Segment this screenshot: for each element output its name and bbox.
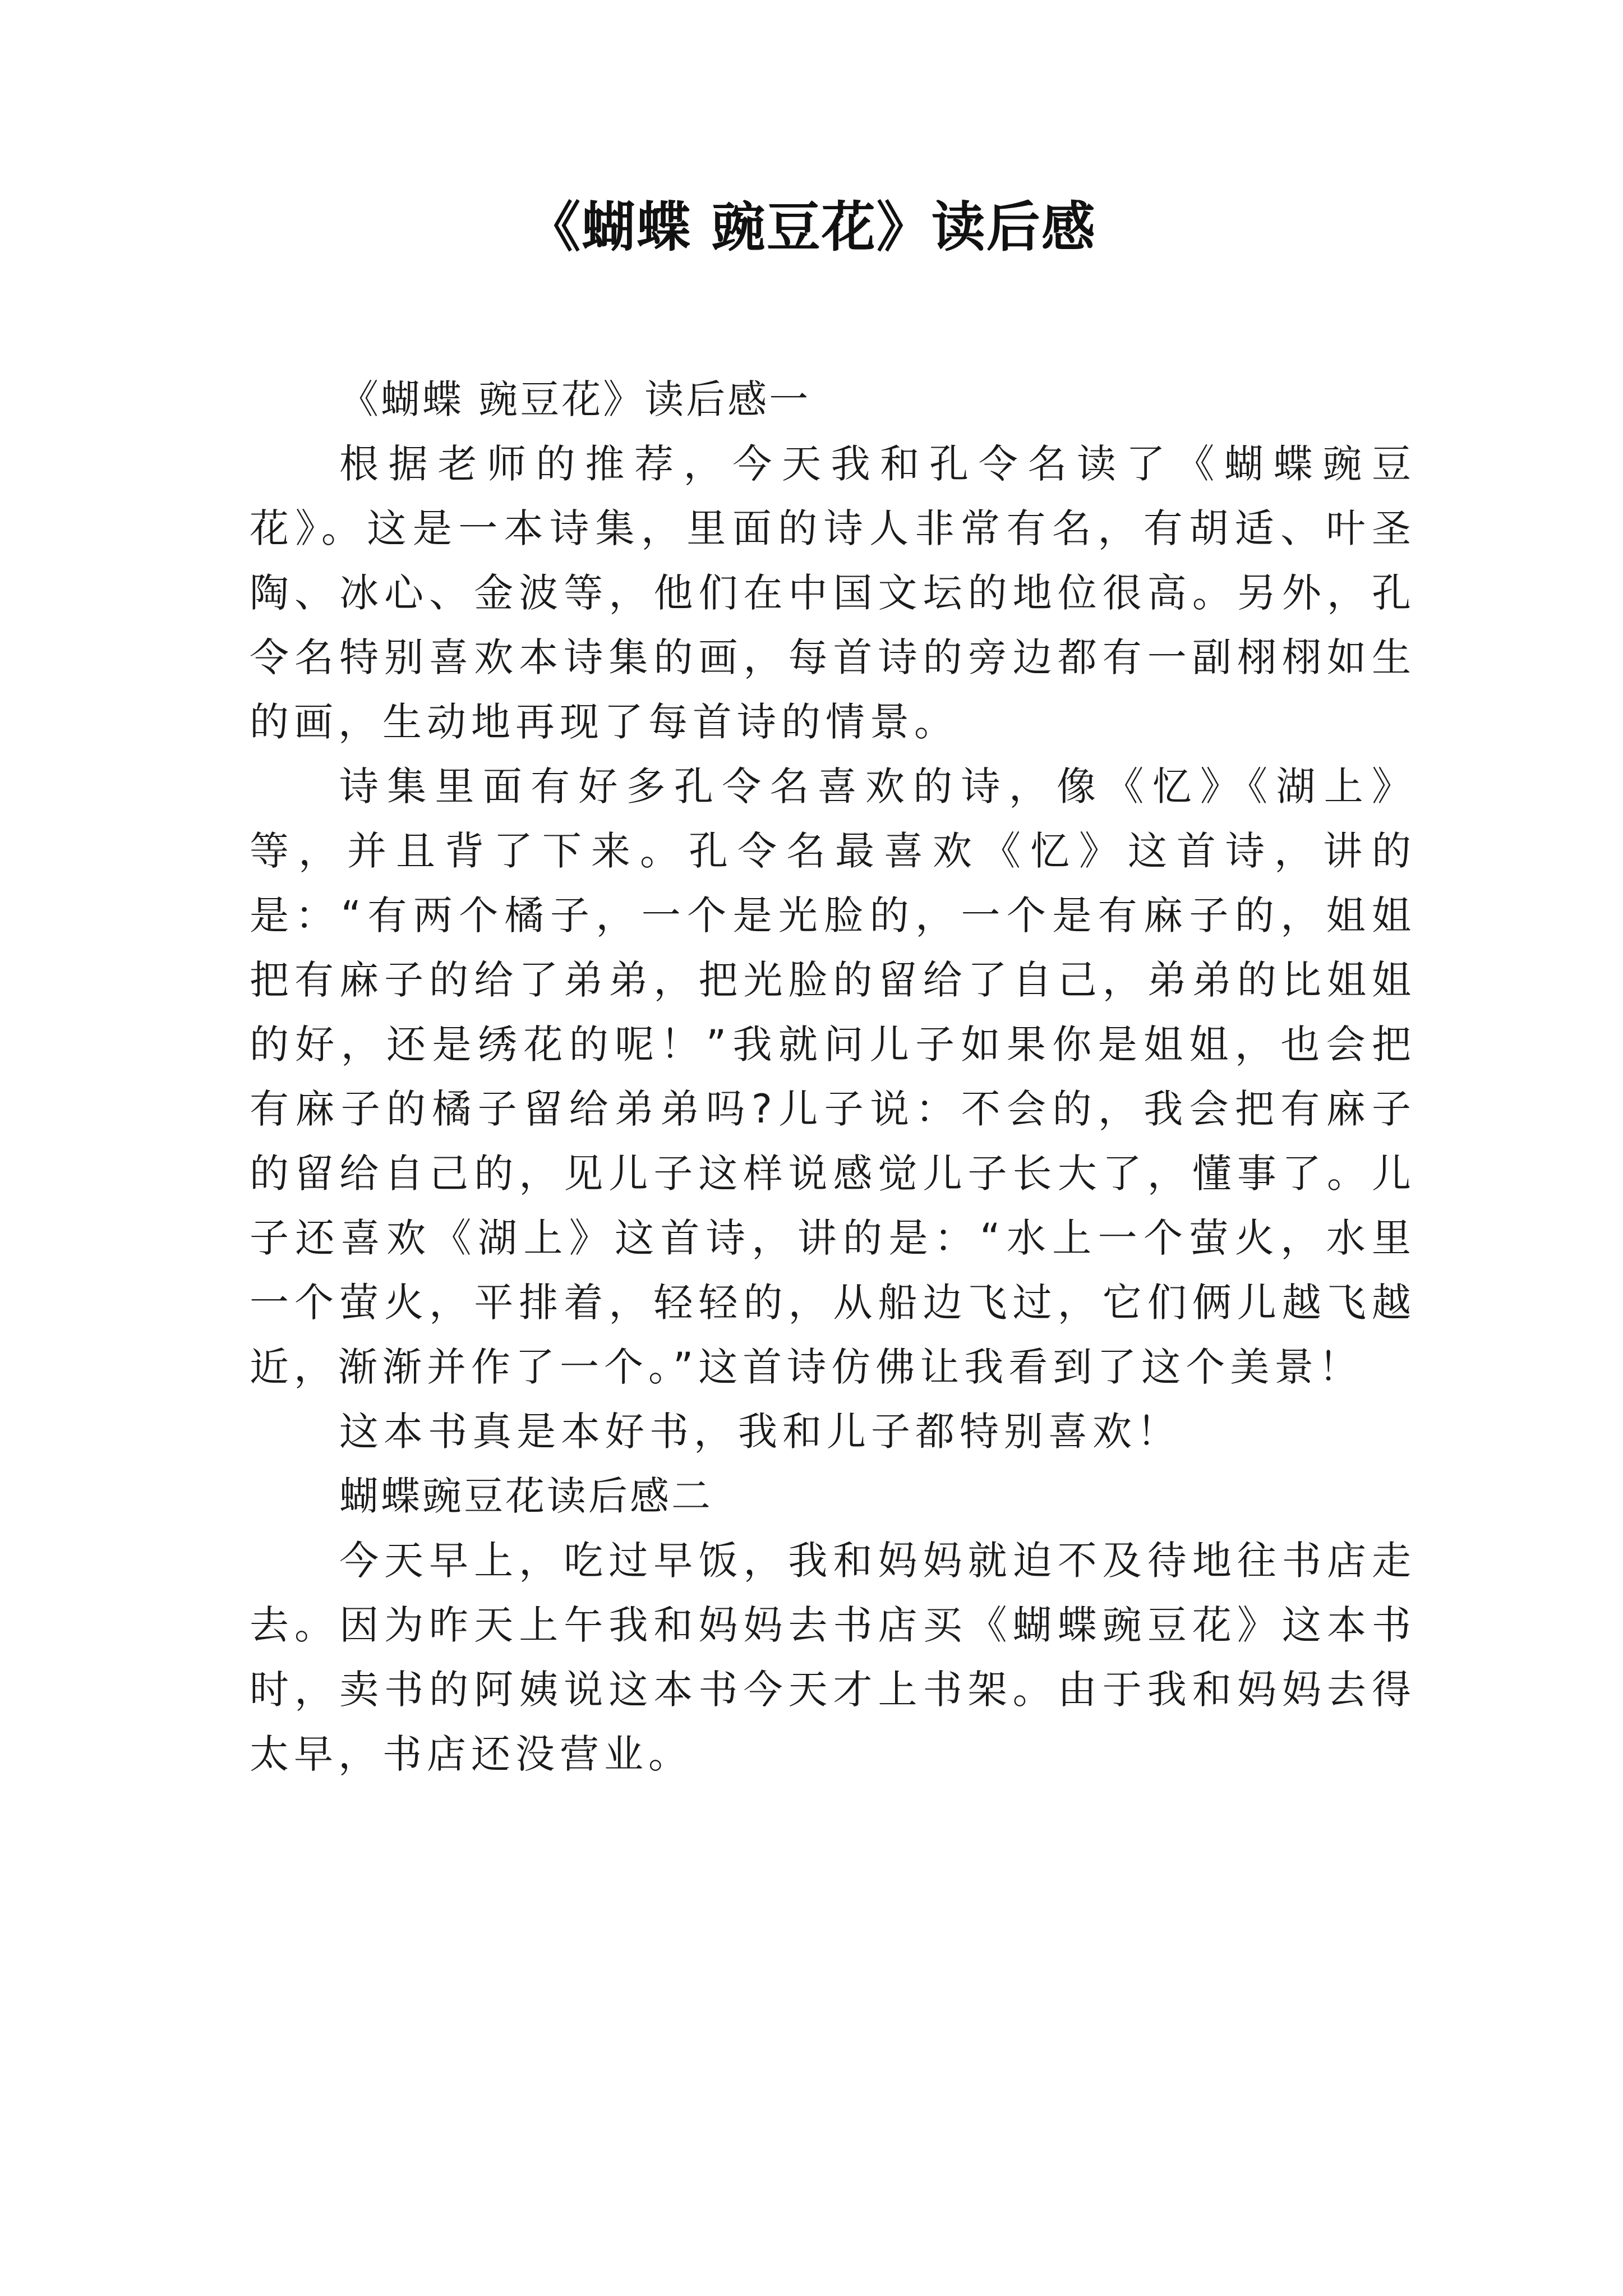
document-body: [250, 367, 1416, 1787]
body-paragraph: 根据老师的推荐，今天我和孔令名读了《蝴蝶豌豆花》。这是一本诗集，里面的诗人非常有名，有胡适、叶圣陶、冰心、金波等，他们在中国文坛的地位很高。另外，孔令名特别喜欢本诗集的画，每首诗的旁边都有一副栩栩如生的画，生动地再现了每首诗的情景。: [250, 441, 1416, 745]
body-paragraph: 诗集里面有好多孔令名喜欢的诗，像《忆》《湖上》等，并且背了下来。孔令名最喜欢《忆》这首诗，讲的是：“有两个橘子，一个是光脸的，一个是有麻子的，姐姐把有麻子的给了弟弟，把光脸的留给了自己，弟弟的比姐姐的好，还是绣花的呢！”我就问儿子如果你是姐姐，也会把有麻子的橘子留给弟弟吗?儿子说：不会的，我会把有麻子的留给自己的，见儿子这样说感觉儿子长大了，懂事了。儿子还喜欢《湖上》这首诗，讲的是：“水上一个萤火，水里一个萤火，平排着，轻轻的，从船边飞过，它们俩儿越飞越近，渐渐并作了一个。”这首诗仿佛让我看到了这个美景！: [250, 763, 1416, 1390]
body-paragraph: 今天早上，吃过早饭，我和妈妈就迫不及待地往书店走去。因为昨天上午我和妈妈去书店买《蝴蝶豌豆花》这本书时，卖书的阿姨说这本书今天才上书架。由于我和妈妈去得太早，书店还没营业。: [250, 1538, 1416, 1777]
body-paragraph: 这本书真是本好书，我和儿子都特别喜欢！: [339, 1409, 1181, 1455]
document-title: 《蝴蝶 豌豆花》读后感: [527, 195, 1096, 259]
section-heading-one: 《蝴蝶 豌豆花》读后感一: [339, 376, 811, 422]
section-heading-two: 蝴蝶豌豆花读后感二: [339, 1473, 713, 1519]
